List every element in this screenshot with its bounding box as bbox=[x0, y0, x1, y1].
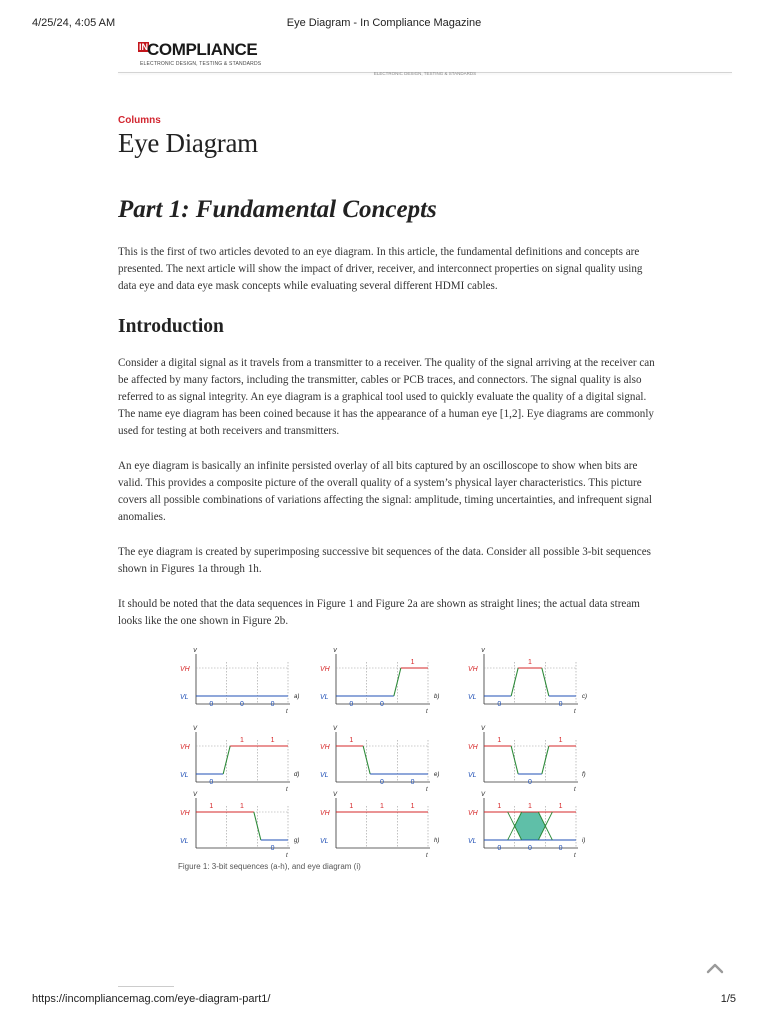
vh-label: VH bbox=[468, 744, 478, 751]
body-paragraph: The eye diagram is created by superimposing successive bit sequences of the data. Consider all possible 3-bit sequences shown in Figures 1a through 1h. bbox=[118, 546, 651, 575]
bit-label: 1 bbox=[410, 659, 415, 666]
bit-label: 1 bbox=[497, 737, 502, 744]
vh-label: VH bbox=[468, 810, 478, 817]
panel-label: f) bbox=[582, 772, 586, 778]
bit-label: 1 bbox=[558, 737, 563, 744]
bit-label: 0 bbox=[528, 779, 532, 786]
bit-label: 0 bbox=[528, 845, 532, 852]
axis-v-label: V bbox=[333, 726, 338, 732]
bit-label: 0 bbox=[349, 701, 354, 708]
panel-label: b) bbox=[434, 694, 440, 700]
axis-v-label: V bbox=[333, 648, 338, 654]
axis-t-label: t bbox=[574, 709, 576, 715]
bit-label: 1 bbox=[528, 659, 532, 666]
header-tagline: ELECTRONIC DESIGN, TESTING & STANDARDS bbox=[373, 71, 477, 76]
bit-label: 1 bbox=[209, 803, 214, 810]
bit-label: 0 bbox=[209, 779, 214, 786]
vh-label: VH bbox=[320, 666, 330, 673]
scroll-to-top-button[interactable] bbox=[705, 960, 725, 976]
bit-label: 1 bbox=[240, 737, 244, 744]
panel-label: d) bbox=[294, 772, 300, 778]
site-logo[interactable] bbox=[138, 40, 268, 68]
print-footer bbox=[0, 993, 768, 1009]
vl-label: VL bbox=[180, 772, 189, 779]
bit-label: 0 bbox=[497, 701, 502, 708]
bit-label: 1 bbox=[528, 803, 532, 810]
axis-v-label: V bbox=[481, 792, 486, 798]
intro-paragraph: This is the first of two articles devoted to an eye diagram. In this article, the fundamental definitions and concepts are presented. The next article will show the impact of driver, receiver, and interconnect properties on signal quality using data eye and data eye mask concepts while evaluating several different HDMI cables. bbox=[118, 246, 643, 292]
vl-label: VL bbox=[320, 772, 329, 779]
vl-label: VL bbox=[180, 838, 189, 845]
site-header bbox=[118, 38, 732, 76]
bit-label: 1 bbox=[270, 737, 275, 744]
axis-t-label: t bbox=[426, 787, 428, 793]
panel-label: a) bbox=[294, 694, 300, 700]
vl-label: VL bbox=[468, 838, 477, 845]
axis-t-label: t bbox=[574, 787, 576, 793]
bit-label: 0 bbox=[497, 845, 502, 852]
body-paragraph: Consider a digital signal as it travels from a transmitter to a receiver. The quality of the signal arriving at the receiver can be affected by many factors, including the transmitter, cables or PCB traces, and connectors. The signal quality is also referred to as signal integrity. An eye diagram is a graphical tool used to quickly evaluate the quality of a digital signal. The name eye diagram has been coined because it has the appearance of a human eye [1,2]. Eye diagrams are commonly used for testing at both receivers and transmitters. bbox=[118, 357, 655, 437]
panel-label: e) bbox=[434, 772, 440, 778]
logo-wordmark: COMPLIANCE bbox=[147, 40, 258, 59]
axis-t-label: t bbox=[286, 709, 288, 715]
section-heading: Introduction bbox=[118, 316, 224, 337]
chevron-up-icon bbox=[705, 960, 725, 976]
bit-label: 1 bbox=[240, 803, 244, 810]
vh-label: VH bbox=[180, 744, 190, 751]
vh-label: VH bbox=[320, 744, 330, 751]
bit-label: 0 bbox=[270, 845, 275, 852]
axis-v-label: V bbox=[193, 792, 198, 798]
bit-label: 0 bbox=[209, 701, 214, 708]
axis-v-label: V bbox=[193, 726, 198, 732]
bit-label: 1 bbox=[497, 803, 502, 810]
panel-label: i) bbox=[582, 838, 586, 844]
axis-v-label: V bbox=[481, 726, 486, 732]
vl-label: VL bbox=[468, 694, 477, 701]
article-title: Eye Diagram bbox=[118, 128, 258, 158]
bit-label: 0 bbox=[558, 845, 563, 852]
print-header bbox=[0, 17, 768, 33]
bit-label: 0 bbox=[410, 779, 415, 786]
bit-label: 1 bbox=[349, 737, 354, 744]
vl-label: VL bbox=[468, 772, 477, 779]
axis-t-label: t bbox=[426, 709, 428, 715]
axis-t-label: t bbox=[574, 853, 576, 859]
panel-label: g) bbox=[294, 838, 300, 844]
axis-v-label: V bbox=[193, 648, 198, 654]
logo-in-badge: IN bbox=[139, 42, 148, 52]
panel-label: h) bbox=[434, 838, 440, 844]
print-url: https://incompliancemag.com/eye-diagram-part1/ bbox=[32, 993, 271, 1005]
vh-label: VH bbox=[180, 666, 190, 673]
panel-label: c) bbox=[582, 694, 587, 700]
axis-t-label: t bbox=[286, 787, 288, 793]
vl-label: VL bbox=[180, 694, 189, 701]
vl-label: VL bbox=[320, 838, 329, 845]
bit-label: 0 bbox=[380, 779, 384, 786]
bit-label: 0 bbox=[240, 701, 244, 708]
axis-t-label: t bbox=[286, 853, 288, 859]
bit-label: 1 bbox=[380, 803, 384, 810]
print-page-title: Eye Diagram - In Compliance Magazine bbox=[286, 17, 482, 29]
figure-caption: Figure 1: 3-bit sequences (a-h), and eye diagram (i) bbox=[178, 862, 361, 871]
category-link[interactable]: Columns bbox=[118, 115, 161, 126]
axis-v-label: V bbox=[481, 648, 486, 654]
bit-label: 0 bbox=[558, 701, 563, 708]
print-datetime: 4/25/24, 4:05 AM bbox=[32, 17, 116, 29]
bit-label: 0 bbox=[380, 701, 384, 708]
body-paragraph: An eye diagram is basically an infinite persisted overlay of all bits captured by an oscilloscope to show when bits are valid. This provides a composite picture of the overall quality of a system’s physical layer characteristics. This picture covers all possible combinations of variations affecting the signal: amplitude, timing uncertainties, and infrequent signal anomalies. bbox=[118, 460, 653, 523]
bit-label: 1 bbox=[410, 803, 415, 810]
vh-label: VH bbox=[468, 666, 478, 673]
footer-divider bbox=[118, 986, 174, 987]
vh-label: VH bbox=[320, 810, 330, 817]
body-paragraph: It should be noted that the data sequences in Figure 1 and Figure 2a are shown as straight lines; the actual data stream looks like the one shown in Figure 2b. bbox=[118, 598, 640, 627]
vl-label: VL bbox=[320, 694, 329, 701]
vh-label: VH bbox=[180, 810, 190, 817]
print-page-number: 1/5 bbox=[720, 993, 736, 1005]
axis-t-label: t bbox=[426, 853, 428, 859]
bit-label: 1 bbox=[558, 803, 563, 810]
figure-1-diagram bbox=[174, 648, 594, 878]
bit-label: 0 bbox=[270, 701, 275, 708]
logo-tagline: ELECTRONIC DESIGN, TESTING & STANDARDS bbox=[140, 61, 262, 67]
axis-v-label: V bbox=[333, 792, 338, 798]
article-subtitle: Part 1: Fundamental Concepts bbox=[118, 196, 437, 223]
bit-label: 1 bbox=[349, 803, 354, 810]
